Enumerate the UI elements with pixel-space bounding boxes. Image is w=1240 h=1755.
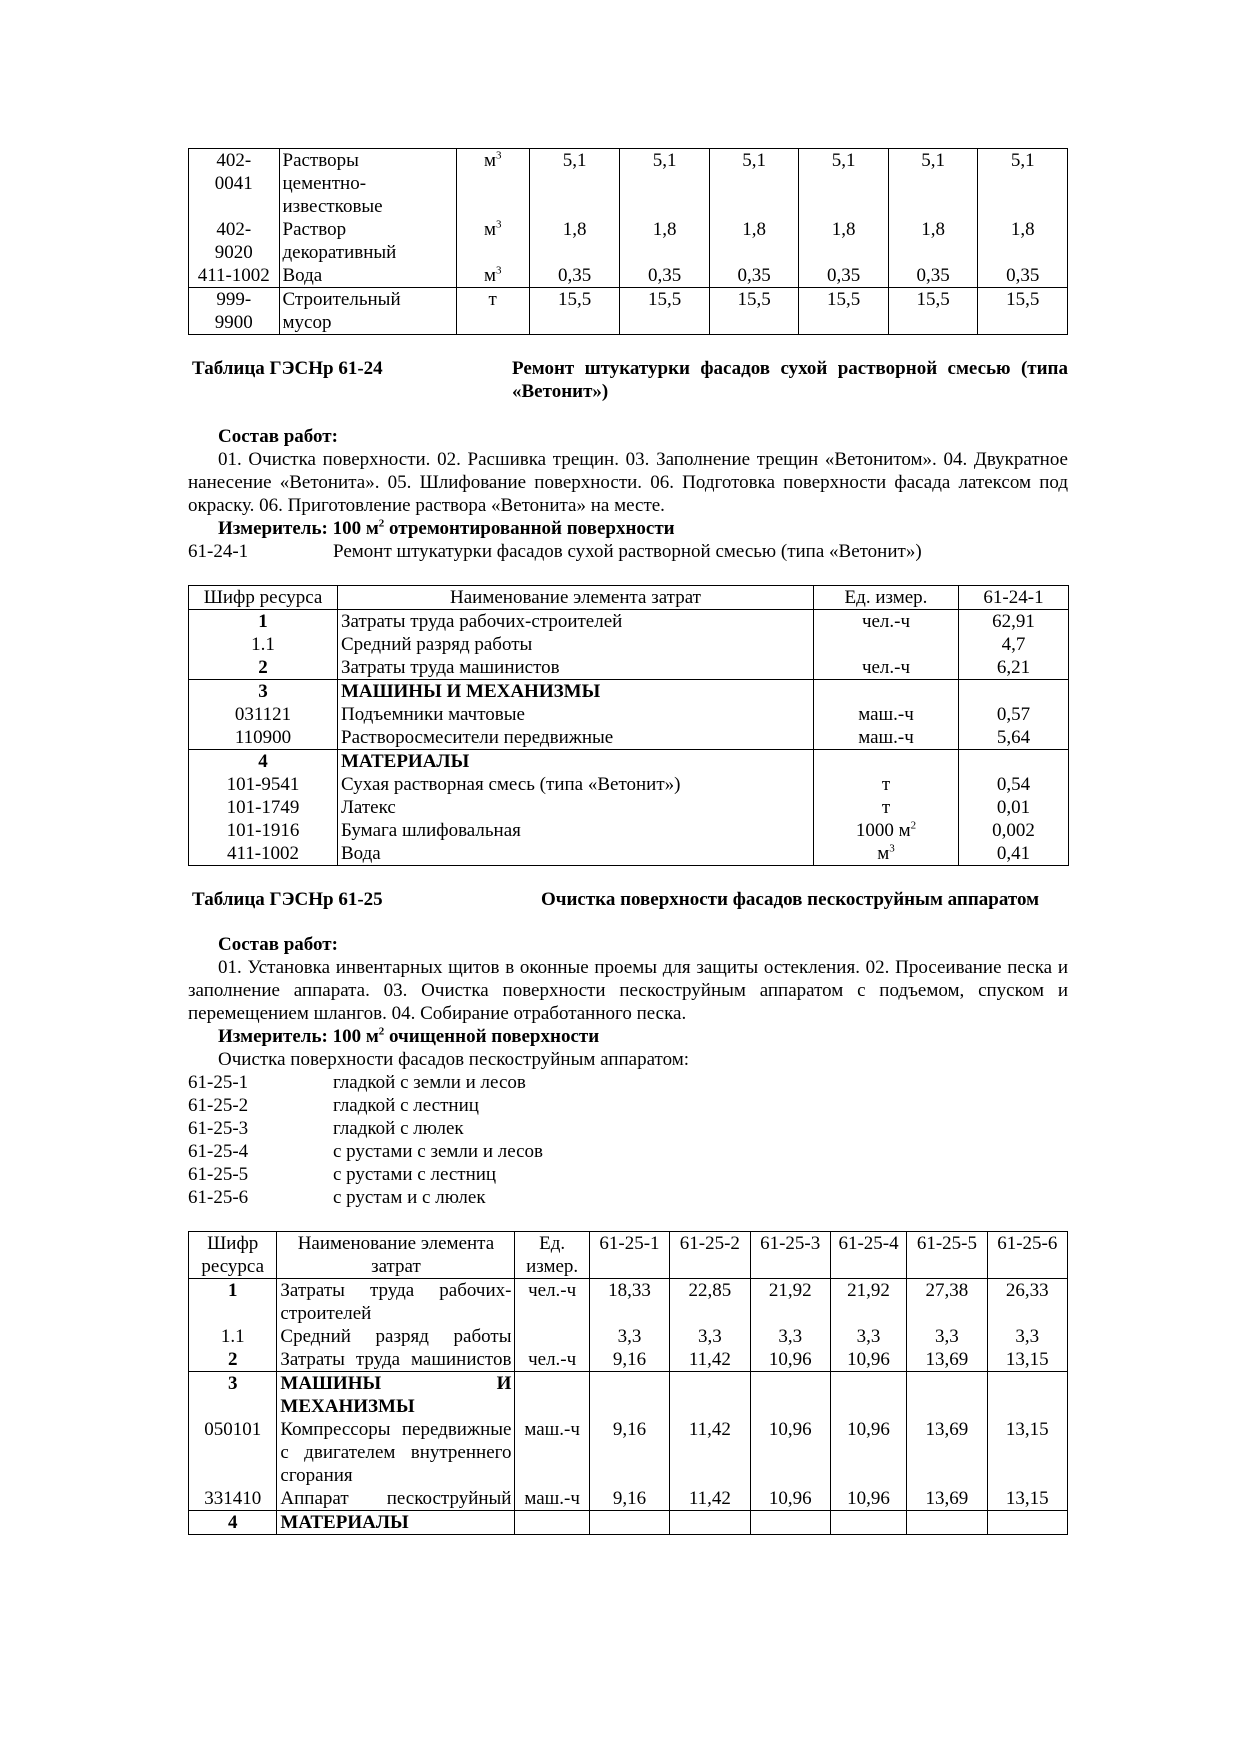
resource-code: 411-1002 — [189, 264, 280, 288]
value-cell — [959, 680, 1069, 704]
resource-name: Средний разряд работы — [277, 1325, 515, 1348]
value-cell: 3,3 — [670, 1325, 750, 1348]
works-text: 01. Установка инвентарных щитов в оконные проемы для защиты остекления. 02. Просеивание песка и заполнение аппарата. 03. Очистка поверхности пескоструйным аппаратом с подъемом, спуском и перемещением шлангов. 04. Собирание отработанного песка. — [188, 957, 1068, 1024]
value-cell: 3,3 — [750, 1325, 830, 1348]
value-cell: 13,15 — [987, 1418, 1067, 1487]
table-row — [189, 633, 1069, 656]
resource-name: Растворы цементно- известковые — [279, 149, 456, 219]
value-cell: 21,92 — [830, 1279, 906, 1326]
value-cell: 1,8 — [799, 218, 889, 264]
value-cell — [907, 1511, 987, 1535]
value-cell: 11,42 — [670, 1487, 750, 1511]
column-header: Наименование элемента затрат — [338, 586, 814, 610]
value-cell — [959, 750, 1069, 774]
resource-code: 4 — [189, 750, 338, 774]
value-cell: 11,42 — [670, 1348, 750, 1372]
value-cell: 15,5 — [529, 288, 620, 335]
value-cell: 15,5 — [620, 288, 710, 335]
column-header: Ед. измер. — [515, 1232, 589, 1279]
unit-cell — [814, 796, 959, 819]
column-header: 61-25-6 — [987, 1232, 1067, 1279]
value-cell: 0,35 — [620, 264, 710, 288]
resource-code: 4 — [189, 1511, 277, 1535]
resource-code: 101-1916 — [189, 819, 338, 842]
table-caption-61-24 — [188, 357, 1068, 403]
unit-superscript: 3 — [889, 842, 895, 855]
table-row — [189, 656, 1069, 680]
unit-text: чел.-ч — [528, 1280, 577, 1301]
unit-cell — [515, 1487, 589, 1511]
unit-text: маш.-ч — [858, 704, 914, 725]
value-cell: 3,3 — [589, 1325, 669, 1348]
code-item — [188, 1094, 1068, 1117]
code-description: гладкой с земли и лесов — [333, 1072, 526, 1093]
table-row — [189, 726, 1069, 750]
resource-name: Вода — [338, 842, 814, 866]
resource-code: 1.1 — [189, 633, 338, 656]
table-row — [189, 1487, 1068, 1511]
value-cell: 0,54 — [959, 773, 1069, 796]
code-description: с рустам и с люлек — [333, 1187, 486, 1208]
value-cell: 0,41 — [959, 842, 1069, 866]
resource-code: 2 — [189, 656, 338, 680]
column-header: Ед. измер. — [814, 586, 959, 610]
table-61-25 — [188, 1231, 1068, 1535]
value-cell — [589, 1372, 669, 1419]
code-item — [188, 1117, 1068, 1140]
resource-name: Растворосмесители передвижные — [338, 726, 814, 750]
column-header: 61-24-1 — [959, 586, 1069, 610]
resource-code: 411-1002 — [189, 842, 338, 866]
unit-cell — [814, 819, 959, 842]
unit-cell — [515, 1511, 589, 1535]
value-cell: 13,15 — [987, 1487, 1067, 1511]
works-heading: Состав работ: — [218, 426, 338, 447]
code-number: 61-25-5 — [188, 1164, 249, 1185]
value-cell — [987, 1511, 1067, 1535]
resource-name: МАШИНЫ И МЕХАНИЗМЫ — [338, 680, 814, 704]
table-row — [189, 1372, 1068, 1419]
value-cell: 26,33 — [987, 1279, 1067, 1326]
code-list — [188, 540, 1068, 563]
resource-code: 050101 — [189, 1418, 277, 1487]
value-cell — [589, 1511, 669, 1535]
table-row — [189, 264, 1068, 288]
unit-text: т — [881, 774, 891, 795]
unit-cell — [814, 842, 959, 866]
resource-name: Компрессоры передвижные с двигателем внутреннего сгорания — [277, 1418, 515, 1487]
column-header: 61-25-3 — [750, 1232, 830, 1279]
value-cell: 10,96 — [750, 1418, 830, 1487]
unit-text: м — [483, 219, 496, 240]
value-cell: 3,3 — [987, 1325, 1067, 1348]
resource-name: МАШИНЫ И МЕХАНИЗМЫ — [277, 1372, 515, 1419]
value-cell: 9,16 — [589, 1487, 669, 1511]
unit-cell — [515, 1418, 589, 1487]
code-description: с рустами с земли и лесов — [333, 1141, 544, 1162]
resource-code: 1 — [189, 1279, 277, 1326]
code-item — [188, 1140, 1068, 1163]
resource-code: 101-1749 — [189, 796, 338, 819]
table-title: Ремонт штукатурки фасадов сухой растворной смесью (типа «Ветонит») — [512, 358, 1068, 402]
resource-name: Вода — [279, 264, 456, 288]
value-cell: 27,38 — [907, 1279, 987, 1326]
value-cell: 15,5 — [888, 288, 978, 335]
resource-name: Затраты труда машинистов — [277, 1348, 515, 1372]
resource-code: 031121 — [189, 703, 338, 726]
unit-cell — [456, 288, 529, 335]
meter-line: Измеритель: 100 $м^2$ отремонтированной поверхности — [218, 517, 675, 539]
table-row — [189, 750, 1069, 774]
value-cell: 5,1 — [529, 149, 620, 219]
unit-text: 1000 м — [855, 820, 911, 841]
value-cell: 9,16 — [589, 1348, 669, 1372]
resource-code: 2 — [189, 1348, 277, 1372]
unit-cell — [814, 656, 959, 680]
value-cell: 4,7 — [959, 633, 1069, 656]
code-item — [188, 1071, 1068, 1094]
value-cell: 10,96 — [750, 1487, 830, 1511]
table-label: Таблица ГЭСНр 61-24 — [192, 358, 383, 379]
value-cell: 10,96 — [750, 1348, 830, 1372]
value-cell: 1,8 — [709, 218, 799, 264]
unit-text: чел.-ч — [528, 1349, 577, 1370]
value-cell — [830, 1511, 906, 1535]
table-label: Таблица ГЭСНр 61-25 — [192, 889, 383, 910]
value-cell: 21,92 — [750, 1279, 830, 1326]
value-cell — [750, 1511, 830, 1535]
resource-name: Затраты труда рабочих-строителей — [338, 610, 814, 634]
value-cell: 1,8 — [620, 218, 710, 264]
unit-cell — [456, 149, 529, 219]
value-cell — [907, 1372, 987, 1419]
table-row — [189, 218, 1068, 264]
value-cell: 15,5 — [978, 288, 1068, 335]
code-item — [188, 1163, 1068, 1186]
resource-name: Затраты труда рабочих-строителей — [277, 1279, 515, 1326]
table-61-24 — [188, 585, 1069, 866]
unit-text: маш.-ч — [524, 1419, 580, 1440]
code-number: 61-25-4 — [188, 1141, 249, 1162]
value-cell: 11,42 — [670, 1418, 750, 1487]
resource-code: 1 — [189, 610, 338, 634]
unit-cell — [814, 703, 959, 726]
resource-name: Бумага шлифовальная — [338, 819, 814, 842]
resource-name: Латекс — [338, 796, 814, 819]
value-cell — [670, 1511, 750, 1535]
code-number: 61-25-3 — [188, 1118, 249, 1139]
table-title: Очистка поверхности фасадов пескоструйным аппаратом — [540, 889, 1040, 910]
unit-text: маш.-ч — [524, 1488, 580, 1509]
unit-cell — [515, 1372, 589, 1419]
value-cell: 0,01 — [959, 796, 1069, 819]
unit-superscript: 3 — [495, 149, 502, 162]
code-number: 61-25-2 — [188, 1095, 249, 1116]
table-row — [189, 796, 1069, 819]
unit-text: м — [483, 150, 496, 171]
unit-cell — [515, 1325, 589, 1348]
code-number: 61-24-1 — [188, 541, 249, 562]
table-caption-61-25 — [188, 888, 1068, 911]
value-cell: 10,96 — [830, 1418, 906, 1487]
column-header: 61-25-4 — [830, 1232, 906, 1279]
value-cell: 13,69 — [907, 1348, 987, 1372]
table-materials-continuation — [188, 148, 1068, 335]
value-cell: 5,1 — [888, 149, 978, 219]
value-cell: 13,69 — [907, 1487, 987, 1511]
unit-cell — [814, 773, 959, 796]
table-row — [189, 703, 1069, 726]
unit-superscript: 3 — [495, 264, 502, 277]
resource-name: МАТЕРИАЛЫ — [277, 1511, 515, 1535]
value-cell: 3,3 — [830, 1325, 906, 1348]
resource-code: 402- 0041 — [189, 149, 280, 219]
unit-text: маш.-ч — [858, 727, 914, 748]
resource-code: 999- 9900 — [189, 288, 280, 335]
resource-code: 101-9541 — [189, 773, 338, 796]
table-row — [189, 288, 1068, 335]
resource-code: 1.1 — [189, 1325, 277, 1348]
document-page — [188, 148, 1068, 1535]
value-cell — [750, 1372, 830, 1419]
table-row — [189, 680, 1069, 704]
table-row — [189, 1325, 1068, 1348]
column-header: 61-25-5 — [907, 1232, 987, 1279]
value-cell: 1,8 — [978, 218, 1068, 264]
value-cell: 0,35 — [709, 264, 799, 288]
code-description: гладкой с лестниц — [333, 1095, 479, 1116]
resource-name: МАТЕРИАЛЫ — [338, 750, 814, 774]
value-cell: 15,5 — [799, 288, 889, 335]
unit-text: чел.-ч — [861, 611, 911, 632]
unit-superscript: 2 — [910, 819, 917, 832]
unit-cell — [456, 264, 529, 288]
value-cell: 0,57 — [959, 703, 1069, 726]
meter-line: Измеритель: 100 $м^2$ очищенной поверхности — [218, 1025, 600, 1047]
unit-cell — [814, 750, 959, 774]
code-description: гладкой с люлек — [333, 1118, 464, 1139]
table-row — [189, 149, 1068, 219]
unit-superscript: 3 — [495, 218, 502, 231]
resource-name: Строительный мусор — [279, 288, 456, 335]
resource-name: Подъемники мачтовые — [338, 703, 814, 726]
column-header: Шифр ресурса — [189, 586, 338, 610]
value-cell — [670, 1372, 750, 1419]
value-cell: 10,96 — [830, 1487, 906, 1511]
code-item — [188, 540, 1068, 563]
resource-code: 110900 — [189, 726, 338, 750]
value-cell: 0,35 — [799, 264, 889, 288]
value-cell: 10,96 — [830, 1348, 906, 1372]
value-cell — [987, 1372, 1067, 1419]
value-cell: 0,35 — [978, 264, 1068, 288]
resource-name: Средний разряд работы — [338, 633, 814, 656]
table-row — [189, 773, 1069, 796]
unit-cell — [814, 680, 959, 704]
value-cell: 5,1 — [978, 149, 1068, 219]
table-row — [189, 1511, 1068, 1535]
code-number: 61-25-6 — [188, 1187, 249, 1208]
value-cell: 13,15 — [987, 1348, 1067, 1372]
column-header: 61-25-1 — [589, 1232, 669, 1279]
code-list — [188, 1071, 1068, 1209]
resource-code: 3 — [189, 1372, 277, 1419]
works-heading: Состав работ: — [218, 934, 338, 955]
table-row — [189, 1418, 1068, 1487]
resource-name: Затраты труда машинистов — [338, 656, 814, 680]
value-cell: 6,21 — [959, 656, 1069, 680]
value-cell: 1,8 — [529, 218, 620, 264]
unit-cell — [456, 218, 529, 264]
table-row — [189, 1348, 1068, 1372]
value-cell: 13,69 — [907, 1418, 987, 1487]
value-cell: 5,64 — [959, 726, 1069, 750]
column-header: Наименование элемента затрат — [277, 1232, 515, 1279]
unit-cell — [814, 633, 959, 656]
unit-text: чел.-ч — [861, 657, 911, 678]
codes-intro: Очистка поверхности фасадов пескоструйным аппаратом: — [218, 1049, 690, 1070]
unit-text: т — [488, 289, 497, 310]
unit-cell — [515, 1279, 589, 1326]
value-cell: 22,85 — [670, 1279, 750, 1326]
code-item — [188, 1186, 1068, 1209]
unit-text: м — [877, 843, 890, 864]
unit-cell — [814, 726, 959, 750]
value-cell: 62,91 — [959, 610, 1069, 634]
value-cell: 5,1 — [620, 149, 710, 219]
value-cell: 5,1 — [709, 149, 799, 219]
resource-code: 3 — [189, 680, 338, 704]
value-cell — [830, 1372, 906, 1419]
resource-name: Раствор декоративный — [279, 218, 456, 264]
resource-code: 331410 — [189, 1487, 277, 1511]
unit-cell — [515, 1348, 589, 1372]
value-cell: 9,16 — [589, 1418, 669, 1487]
value-cell: 18,33 — [589, 1279, 669, 1326]
code-description: с рустами с лестниц — [333, 1164, 497, 1185]
value-cell: 1,8 — [888, 218, 978, 264]
unit-text: т — [881, 797, 891, 818]
value-cell: 0,35 — [529, 264, 620, 288]
column-header: Шифр ресурса — [189, 1232, 277, 1279]
unit-text: м — [483, 265, 496, 286]
table-row — [189, 610, 1069, 634]
column-header: 61-25-2 — [670, 1232, 750, 1279]
resource-name: Сухая растворная смесь (типа «Ветонит») — [338, 773, 814, 796]
table-row — [189, 1279, 1068, 1326]
value-cell: 0,002 — [959, 819, 1069, 842]
value-cell: 3,3 — [907, 1325, 987, 1348]
code-description: Ремонт штукатурки фасадов сухой растворной смесью (типа «Ветонит») — [333, 541, 922, 562]
table-row — [189, 819, 1069, 842]
resource-code: 402- 9020 — [189, 218, 280, 264]
works-text: 01. Очистка поверхности. 02. Расшивка трещин. 03. Заполнение трещин «Ветонитом». 04. Двукратное нанесение «Ветонита». 05. Шлифование поверхности. 06. Подготовка поверхности фасада латексом под окраску. 06. Приготовление раствора «Ветонита» на месте. — [188, 449, 1068, 516]
value-cell: 0,35 — [888, 264, 978, 288]
unit-cell — [814, 610, 959, 634]
table-row — [189, 842, 1069, 866]
value-cell: 15,5 — [709, 288, 799, 335]
code-number: 61-25-1 — [188, 1072, 249, 1093]
value-cell: 5,1 — [799, 149, 889, 219]
resource-name: Аппарат пескоструйный — [277, 1487, 515, 1511]
